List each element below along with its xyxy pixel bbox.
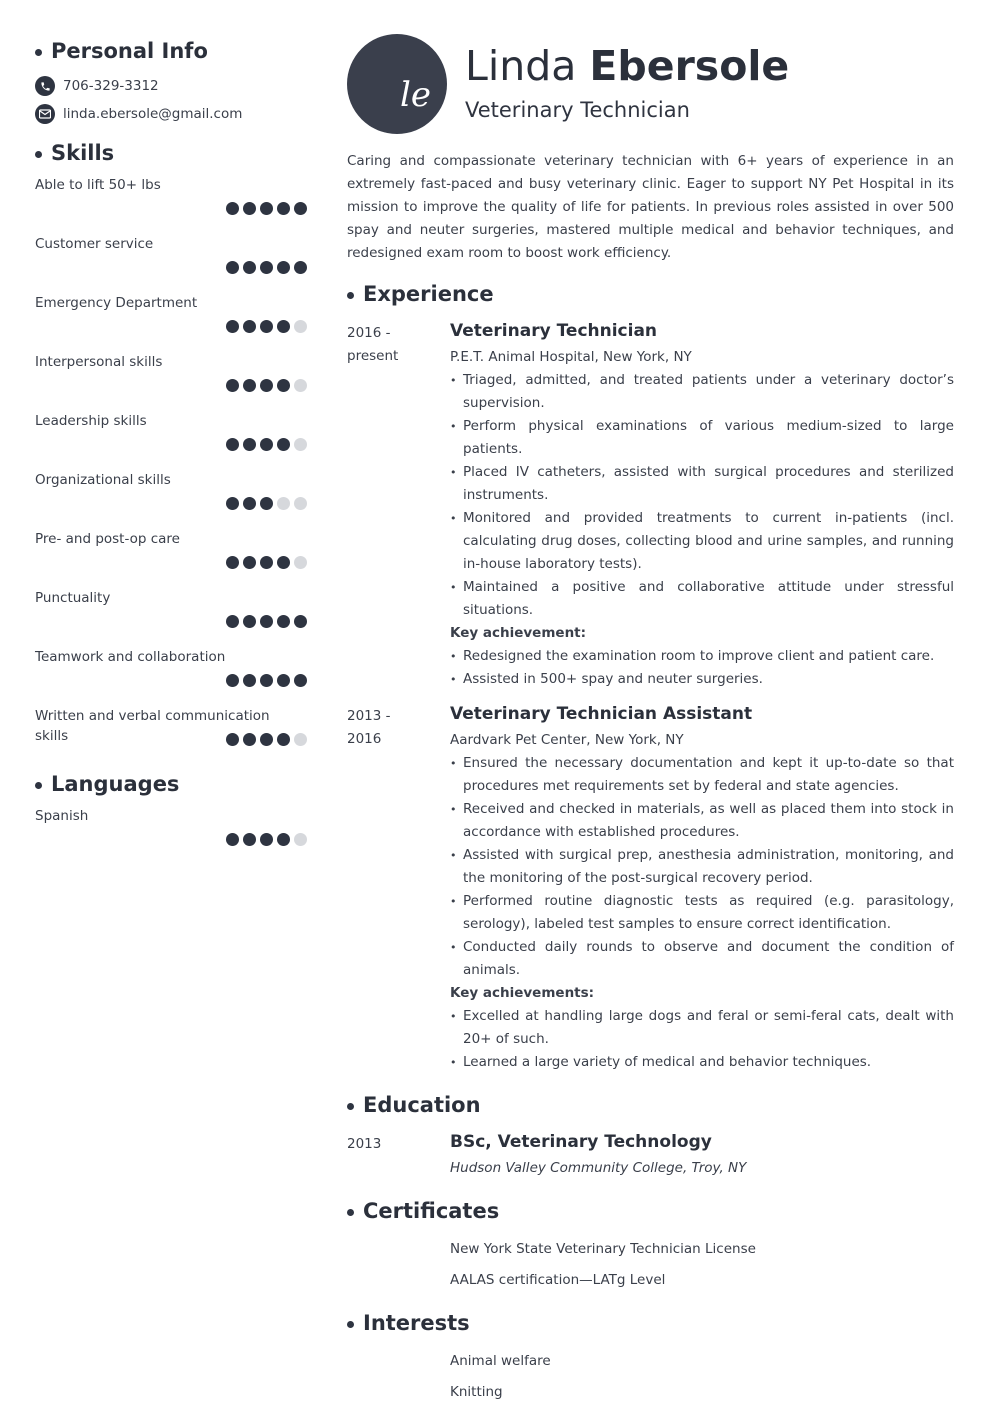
skill-item <box>35 470 307 529</box>
email-row <box>35 100 307 128</box>
skill-item <box>35 293 307 352</box>
job-title: Veterinary Technician <box>465 98 690 122</box>
rating-dot <box>277 261 290 274</box>
rating-dot <box>294 202 307 215</box>
rating-dot <box>277 833 290 846</box>
skill-rating <box>226 320 307 333</box>
skill-name: Teamwork and collaboration <box>35 649 226 665</box>
skill-name: Able to lift 50+ lbs <box>35 177 161 193</box>
skill-item <box>35 411 307 470</box>
certificates-list <box>450 1234 954 1296</box>
interest-item: Animal welfare <box>450 1353 551 1369</box>
skill-rating <box>226 379 307 392</box>
phone-number: 706-329-3312 <box>63 78 159 94</box>
skill-name: Customer service <box>35 236 154 252</box>
rating-dot <box>294 833 307 846</box>
rating-dot <box>277 202 290 215</box>
education-degree: BSc, Veterinary Technology <box>450 1132 712 1152</box>
achievement-item: • Redesigned the examination room to improve client and patient care. <box>450 645 954 668</box>
certificates-heading: Certificates <box>347 1196 954 1226</box>
employer: P.E.T. Animal Hospital, New York, NY <box>450 349 692 365</box>
skills-list <box>35 175 307 765</box>
achievement-label: Key achievement: <box>450 625 587 641</box>
languages-heading: Languages <box>35 769 307 799</box>
interests-heading: Interests <box>347 1308 954 1338</box>
rating-dot <box>260 615 273 628</box>
experience-entry <box>347 317 954 691</box>
phone-icon <box>35 76 55 96</box>
certificate-item: New York State Veterinary Technician License <box>450 1241 756 1257</box>
skill-rating <box>226 833 307 846</box>
rating-dot <box>226 379 239 392</box>
rating-dot <box>226 733 239 746</box>
rating-dot <box>277 438 290 451</box>
skill-item <box>35 352 307 411</box>
rating-dot <box>260 438 273 451</box>
rating-dot <box>260 320 273 333</box>
rating-dot <box>277 379 290 392</box>
skill-item <box>35 529 307 588</box>
education-section <box>347 1090 954 1180</box>
education-heading: Education <box>347 1090 954 1120</box>
responsibility-item: • Received and checked in materials, as well as placed them into stock in accordance with established procedures. <box>450 798 954 844</box>
skill-name: Written and verbal communication skills <box>35 708 270 744</box>
responsibility-item: • Placed IV catheters, assisted with surgical procedures and sterilized instruments. <box>450 461 954 507</box>
rating-dot <box>260 556 273 569</box>
rating-dot <box>226 202 239 215</box>
skill-item <box>35 234 307 293</box>
date-end: present <box>347 348 399 364</box>
skill-name: Interpersonal skills <box>35 354 163 370</box>
rating-dot <box>277 733 290 746</box>
achievement-item: • Excelled at handling large dogs and feral or semi-feral cats, dealt with 20+ of such. <box>450 1005 954 1051</box>
right-column <box>347 34 954 1408</box>
rating-dot <box>294 674 307 687</box>
last-name: Ebersole <box>589 42 790 90</box>
skill-name: Punctuality <box>35 590 111 606</box>
experience-date <box>347 317 450 691</box>
rating-dot <box>243 556 256 569</box>
rating-dot <box>243 615 256 628</box>
responsibility-item: • Ensured the necessary documentation and kept it up-to-date so that procedures met requirements set by federal and state agencies. <box>450 752 954 798</box>
rating-dot <box>260 497 273 510</box>
education-entry <box>347 1128 954 1180</box>
avatar <box>347 34 447 134</box>
rating-dot <box>277 497 290 510</box>
languages-list <box>35 806 307 865</box>
certificate-item: AALAS certification—LATg Level <box>450 1272 666 1288</box>
responsibility-item: • Monitored and provided treatments to current in-patients (incl. calculating drug doses, collecting blood and urine samples, and running in-house laboratory tests). <box>450 507 954 576</box>
interest-item: Knitting <box>450 1384 503 1400</box>
rating-dot <box>294 379 307 392</box>
rating-dot <box>260 202 273 215</box>
achievement-item: • Assisted in 500+ spay and neuter surgeries. <box>450 668 954 691</box>
phone-row <box>35 72 307 100</box>
education-school: Hudson Valley Community College, Troy, NY <box>450 1160 747 1176</box>
date-start: 2013 - <box>347 708 391 724</box>
rating-dot <box>294 733 307 746</box>
achievement-item: • Learned a large variety of medical and behavior techniques. <box>450 1051 954 1074</box>
rating-dot <box>226 261 239 274</box>
certificates-section <box>347 1196 954 1296</box>
rating-dot <box>294 556 307 569</box>
rating-dot <box>260 379 273 392</box>
skill-rating <box>226 556 307 569</box>
rating-dot <box>243 497 256 510</box>
employer: Aardvark Pet Center, New York, NY <box>450 732 684 748</box>
responsibility-item: • Maintained a positive and collaborative attitude under stressful situations. <box>450 576 954 622</box>
experience-body <box>450 700 954 1074</box>
rating-dot <box>260 733 273 746</box>
responsibility-item: • Assisted with surgical prep, anesthesia administration, monitoring, and the monitoring of the post-surgical recovery period. <box>450 844 954 890</box>
avatar-initials: le <box>400 75 431 115</box>
responsibility-item: • Conducted daily rounds to observe and document the condition of animals. <box>450 936 954 982</box>
rating-dot <box>243 438 256 451</box>
rating-dot <box>294 261 307 274</box>
experience-heading: Experience <box>347 279 954 309</box>
skill-item <box>35 588 307 647</box>
skill-name: Spanish <box>35 808 89 824</box>
rating-dot <box>294 320 307 333</box>
experience-date <box>347 700 450 1074</box>
skill-item <box>35 175 307 234</box>
rating-dot <box>294 615 307 628</box>
interests-list <box>450 1346 954 1408</box>
responsibility-list <box>450 369 954 622</box>
summary-text: Caring and compassionate veterinary technician with 6+ years of experience in an extremely fast-paced and busy veterinary clinic. Eager to support NY Pet Hospital in its mission to improve the quality of life for patients. In previous roles assisted in over 500 spay and neuter surgeries, mastered multiple medical and behavior techniques, and redesigned exam room to boost work efficiency. <box>347 153 954 261</box>
skill-rating <box>226 733 307 746</box>
skill-rating <box>226 202 307 215</box>
rating-dot <box>226 438 239 451</box>
rating-dot <box>260 261 273 274</box>
email-icon <box>35 104 55 124</box>
rating-dot <box>294 438 307 451</box>
experience-section <box>347 279 954 1074</box>
rating-dot <box>226 320 239 333</box>
experience-entry <box>347 700 954 1074</box>
rating-dot <box>243 833 256 846</box>
rating-dot <box>226 833 239 846</box>
rating-dot <box>277 674 290 687</box>
rating-dot <box>243 320 256 333</box>
skill-rating <box>226 438 307 451</box>
rating-dot <box>260 674 273 687</box>
skill-name: Pre- and post-op care <box>35 531 180 547</box>
skill-name: Leadership skills <box>35 413 147 429</box>
skill-item <box>35 706 307 765</box>
job-role: Veterinary Technician <box>450 321 658 341</box>
achievement-list <box>450 1005 954 1074</box>
rating-dot <box>226 556 239 569</box>
achievement-label: Key achievements: <box>450 985 595 1001</box>
interests-section <box>347 1308 954 1408</box>
rating-dot <box>243 202 256 215</box>
rating-dot <box>226 615 239 628</box>
rating-dot <box>277 615 290 628</box>
rating-dot <box>294 497 307 510</box>
rating-dot <box>243 674 256 687</box>
candidate-name <box>465 40 789 92</box>
responsibility-item: • Triaged, admitted, and treated patients under a veterinary doctor’s supervision. <box>450 369 954 415</box>
rating-dot <box>243 379 256 392</box>
rating-dot <box>226 674 239 687</box>
date-start: 2016 - <box>347 325 391 341</box>
experience-body <box>450 317 954 691</box>
skill-item <box>35 806 307 865</box>
personal-info-heading: Personal Info <box>35 36 307 66</box>
responsibility-item: • Performed routine diagnostic tests as required (e.g. parasitology, serology), labeled test samples to ensure correct identification. <box>450 890 954 936</box>
date-end: 2016 <box>347 731 382 747</box>
rating-dot <box>243 733 256 746</box>
rating-dot <box>277 556 290 569</box>
skills-heading: Skills <box>35 138 307 168</box>
responsibility-item: • Perform physical examinations of various medium-sized to large patients. <box>450 415 954 461</box>
education-date: 2013 <box>347 1136 382 1152</box>
experience-list <box>347 317 954 1074</box>
skill-name: Organizational skills <box>35 472 171 488</box>
email-address: linda.ebersole@gmail.com <box>63 106 243 122</box>
skill-rating <box>226 497 307 510</box>
skill-rating <box>226 615 307 628</box>
rating-dot <box>260 833 273 846</box>
skill-item <box>35 647 307 706</box>
skill-rating <box>226 261 307 274</box>
first-name: Linda <box>465 42 577 90</box>
responsibility-list <box>450 752 954 982</box>
left-column <box>35 36 307 865</box>
skill-name: Emergency Department <box>35 295 198 311</box>
rating-dot <box>277 320 290 333</box>
rating-dot <box>226 497 239 510</box>
achievement-list <box>450 645 954 691</box>
job-role: Veterinary Technician Assistant <box>450 704 753 724</box>
skill-rating <box>226 674 307 687</box>
resume-header <box>347 34 954 136</box>
rating-dot <box>243 261 256 274</box>
